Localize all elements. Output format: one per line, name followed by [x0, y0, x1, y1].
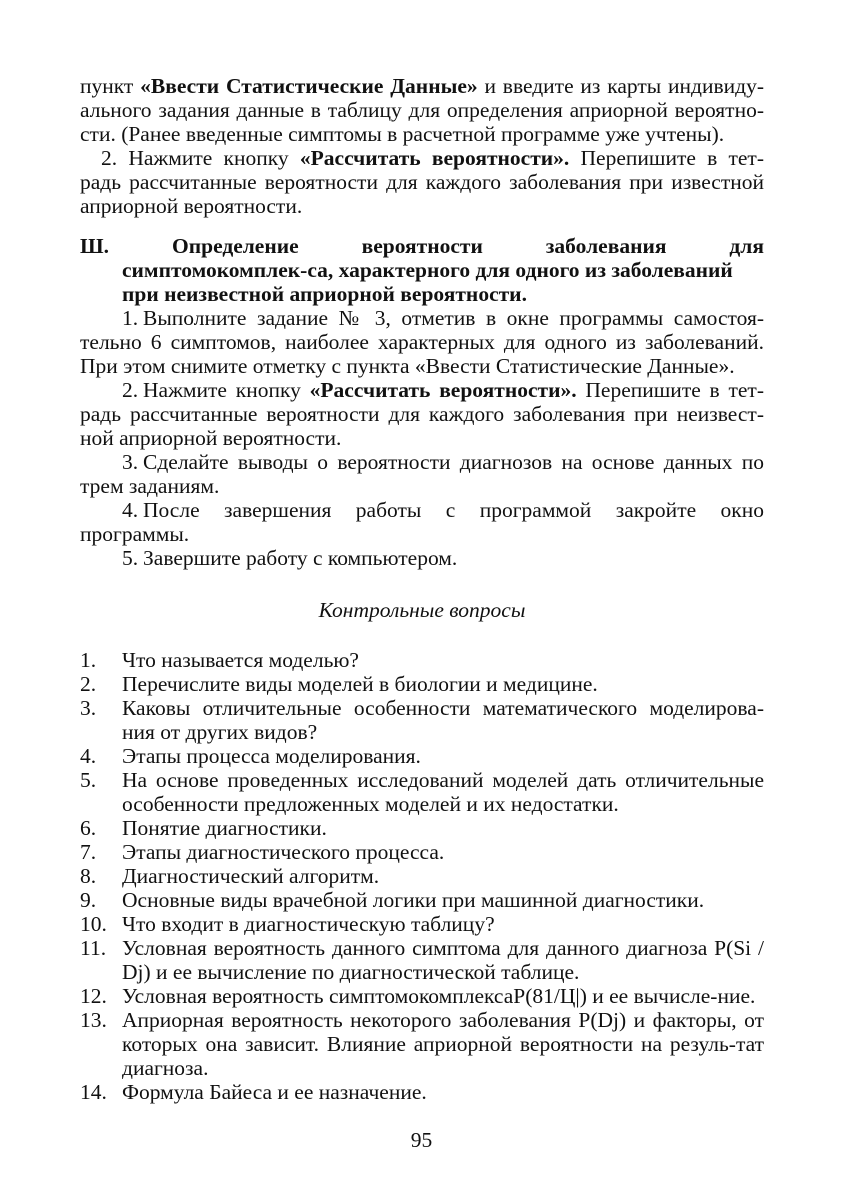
question-text: Понятие диагностики.: [122, 816, 327, 840]
question-number: 14.: [80, 1080, 107, 1104]
question-number: 4.: [80, 744, 97, 768]
question-number: 3.: [80, 696, 97, 720]
step-item: [80, 546, 764, 570]
step-bold-text: «Рассчитать вероятности».: [309, 378, 577, 402]
question-item: [80, 984, 764, 1008]
question-item: [80, 696, 764, 744]
question-text: На основе проведенных исследований моделей дать отличительные особенности предложенных моделей и их недостатки.: [122, 768, 764, 816]
question-text: Основные виды врачебной логики при машинной диагностики.: [122, 888, 705, 912]
step-item: [80, 306, 764, 378]
intro-paragraph-2: [80, 146, 764, 218]
section-heading: [80, 234, 764, 306]
question-number: 12.: [80, 984, 107, 1008]
intro-p1-bold: «Ввести Статистические Данные»: [140, 74, 478, 98]
question-text: Этапы процесса моделирования.: [122, 744, 421, 768]
question-number: 7.: [80, 840, 97, 864]
intro-p2-bold: «Рассчитать вероятности».: [299, 146, 570, 170]
question-item: [80, 648, 764, 672]
step-number: 4.: [122, 498, 139, 522]
question-text: Формула Байеса и ее назначение.: [122, 1080, 427, 1104]
question-number: 11.: [80, 936, 107, 960]
question-number: 2.: [80, 672, 97, 696]
question-text: Что входит в диагностическую таблицу?: [122, 912, 495, 936]
section-heading-line-2: симптомокомплек-са, характерного для одного из заболеваний при неизвестной априорной вероятности.: [122, 258, 733, 306]
question-text: Каковы отличительные особенности математического моделирова-ния от других видов?: [122, 696, 764, 744]
question-text: Этапы диагностического процесса.: [122, 840, 445, 864]
question-text: Диагностический алгоритм.: [122, 864, 380, 888]
step-item: [80, 378, 764, 450]
question-number: 10.: [80, 912, 107, 936]
question-text: Условная вероятность данного симптома для данного диагноза P(Si / Dj) и ее вычисление по диагностической таблице.: [122, 936, 764, 984]
question-number: 8.: [80, 864, 97, 888]
question-item: [80, 840, 764, 864]
step-text-rest: Перепишите в тет-радь рассчитанные вероятности для каждого заболевания при неизвест-ной априорной вероятности.: [80, 378, 764, 450]
section-heading-word-1: Определение: [172, 234, 299, 258]
question-number: 9.: [80, 888, 97, 912]
section-heading-word-4: для: [729, 234, 764, 258]
question-number: 13.: [80, 1008, 107, 1032]
question-item: [80, 768, 764, 816]
question-item: [80, 864, 764, 888]
step-number: 5.: [122, 546, 139, 570]
step-text: Выполните задание № 3, отметив в окне программы самостоя-тельно 6 симптомов, наиболее характерных для одного из заболеваний. При этом снимите отметку с пункта «Ввести Статистические Данные».: [80, 306, 764, 378]
question-text: Условная вероятность симптомокомплексаP(81/Ц|) и ее вычисле-ние.: [122, 984, 756, 1008]
question-item: [80, 816, 764, 840]
question-text: Перечислите виды моделей в биологии и медицине.: [122, 672, 598, 696]
step-number: 2.: [122, 378, 139, 402]
question-item: [80, 672, 764, 696]
question-number: 1.: [80, 648, 97, 672]
questions-heading: Контрольные вопросы: [318, 598, 526, 622]
question-item: [80, 936, 764, 984]
section-heading-word-3: заболевания: [545, 234, 667, 258]
question-item: [80, 912, 764, 936]
section-number: Ш.: [80, 234, 109, 258]
step-item: [80, 450, 764, 498]
document-page: [80, 74, 764, 1104]
question-item: [80, 1008, 764, 1080]
page-number: 95: [410, 1128, 433, 1152]
question-item: [80, 1080, 764, 1104]
step-item: [80, 498, 764, 546]
question-item: [80, 744, 764, 768]
step-text: Завершите работу с компьютером.: [143, 546, 458, 570]
step-text: Нажмите кнопку: [143, 378, 310, 402]
question-text: Априорная вероятность некоторого заболевания P(Dj) и факторы, от которых она зависит. Влияние априорной вероятности на резуль-тат диагноза.: [122, 1008, 764, 1080]
intro-p2-prefix: 2. Нажмите кнопку: [101, 146, 300, 170]
question-item: [80, 888, 764, 912]
question-number: 6.: [80, 816, 97, 840]
step-number: 3.: [122, 450, 139, 474]
step-text: Сделайте выводы о вероятности диагнозов на основе данных по трем заданиям.: [80, 450, 764, 498]
intro-p1-rest: и введите из карты индивиду-ального задания данные в таблицу для определения априорной вероятно-сти. (Ранее введенные симптомы в расчетной программе уже учтены).: [80, 74, 764, 146]
step-text: После завершения работы с программой закройте окно программы.: [80, 498, 764, 546]
intro-p2-rest: Перепишите в тет-радь рассчитанные вероятности для каждого заболевания при известной априорной вероятности.: [80, 146, 764, 218]
question-text: Что называется моделью?: [122, 648, 359, 672]
question-number: 5.: [80, 768, 97, 792]
intro-p1-prefix: пункт: [80, 74, 141, 98]
section-heading-word-2: вероятности: [361, 234, 483, 258]
step-number: 1.: [122, 306, 139, 330]
questions-list: [80, 648, 764, 1104]
intro-paragraph-1: [80, 74, 764, 146]
